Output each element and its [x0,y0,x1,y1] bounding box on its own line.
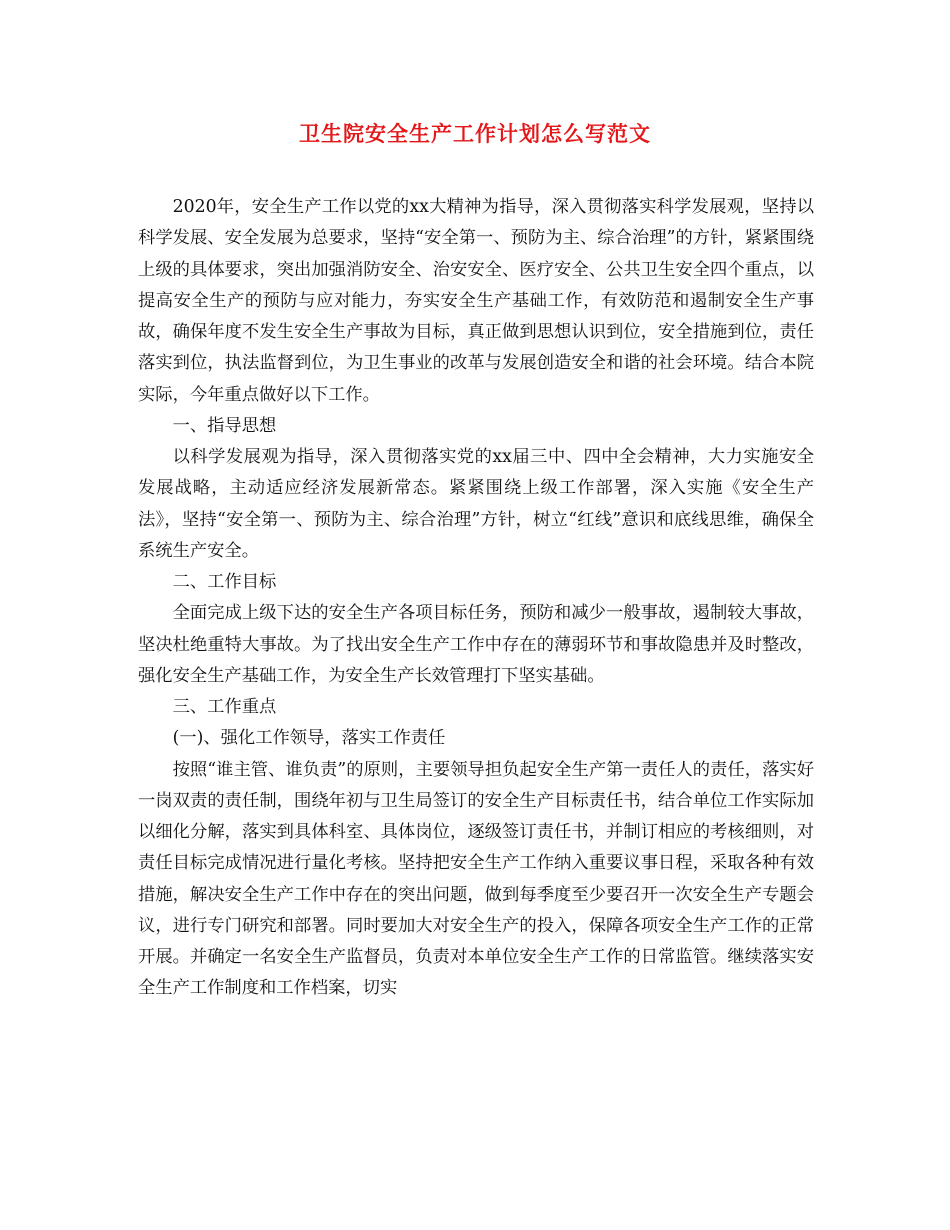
section-heading-work-goals: 二、工作目标 [172,572,277,592]
document-body [138,192,814,1005]
leadership-paragraph: 按照“谁主管、谁负责”的原则，主要领导担负起安全生产第一责任人的责任，落实好一岗双责的责任制，围绕年初与卫生局签订的安全生产目标责任书，结合单位工作实际加以细化分解，落实到具体科室、具体岗位，逐级签订责任书，并制订相应的考核细则，对责任目标完成情况进行量化考核。坚持把安全生产工作纳入重要议事日程，采取各种有效措施，解决安全生产工作中存在的突出问题，做到每季度至少要召开一次安全生产专题会议，进行专门研究和部署。同时要加大对安全生产的投入，保障各项安全生产工作的正常开展。并确定一名安全生产监督员，负责对本单位安全生产工作的日常监管。继续落实安全生产工作制度和工作档案，切实 [138,759,814,999]
intro-paragraph: 2020年，安全生产工作以党的xx大精神为指导，深入贯彻落实科学发展观，坚持以科学发展、安全发展为总要求，坚持“安全第一、预防为主、综合治理”的方针，紧紧围绕上级的具体要求，突出加强消防安全、治安安全、医疗安全、公共卫生安全四个重点，以提高安全生产的预防与应对能力，夯实安全生产基础工作，有效防范和遏制安全生产事故，确保年度不发生安全生产事故为目标，真正做到思想认识到位，安全措施到位，责任落实到位，执法监督到位，为卫生事业的改革与发展创造安全和谐的社会环境。结合本院实际，今年重点做好以下工作。 [138,197,814,405]
document-title: 卫生院安全生产工作计划怎么写范文 [299,121,651,146]
guiding-ideology-paragraph: 以科学发展观为指导，深入贯彻落实党的xx届三中、四中全会精神，大力实施安全发展战略，主动适应经济发展新常态。紧紧围绕上级工作部署，深入实施《安全生产法》，坚持“安全第一、预防为主、综合治理”方针，树立“红线”意识和底线思维，确保全系统生产安全。 [138,447,814,561]
work-goals-paragraph: 全面完成上级下达的安全生产各项目标任务，预防和减少一般事故，遏制较大事故，坚决杜绝重特大事故。为了找出安全生产工作中存在的薄弱环节和事故隐患并及时整改，强化安全生产基础工作，为安全生产长效管理打下坚实基础。 [138,603,814,686]
section-heading-guiding-ideology: 一、指导思想 [172,415,277,436]
subsection-heading-leadership: (一)、强化工作领导，落实工作责任 [172,728,446,749]
section-heading-work-focus: 三、工作重点 [172,697,277,717]
